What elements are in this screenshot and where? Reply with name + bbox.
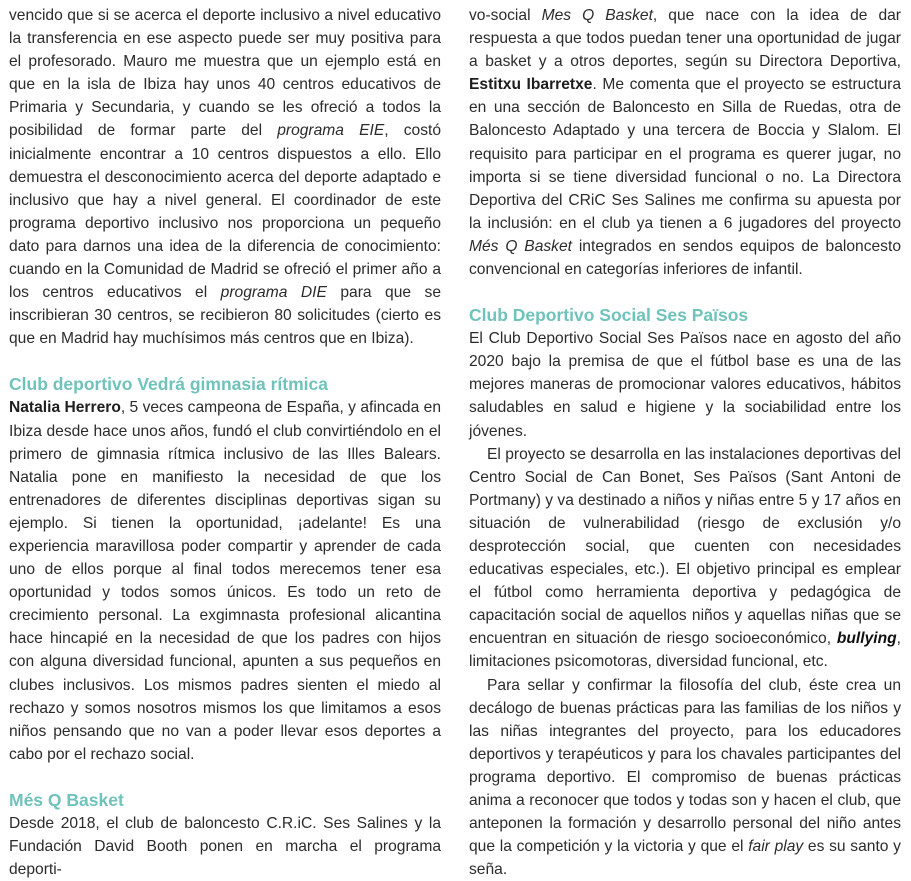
paragraph-paisses-1: El Club Deportivo Social Ses Països nace en agosto del año 2020 bajo la premisa de que el fútbol base es una de las mejores maneras de promocionar valores educativos, hábitos saludables en salud e higiene y la sociabilidad entre los jóvenes. <box>469 330 901 440</box>
paragraph-mesq: Desde 2018, el club de baloncesto C.R.iC. Ses Salines y la Fundación David Booth ponen en marcha el programa deporti- <box>9 814 441 879</box>
paragraph-paisses-2: El proyecto se desarrolla en las instalaciones deportivas del Centro Social de Can Bonet, Ses Països (Sant Antoni de Portmany) y va destinado a niños y niñas entre 5 y 17 años en situación de vulnerabilidad (riesgo de exclusión y/o desprotección social, que cuenten con necesidades educativas especiales, etc.). El objetivo principal es emplear el fútbol como herramienta deportiva y pedagógica de capacitación social de aquellos niños y aquellas niñas que se encuentran en situación de riesgo socioeconómico, bullying, limitaciones psicomotoras, diversidad funcional, etc. <box>469 445 901 671</box>
heading-vedra: Club deportivo Vedrá gimnasia rítmica <box>9 374 328 395</box>
person-name: Natalia Herrero <box>9 399 121 417</box>
spacer <box>9 350 441 373</box>
spacer <box>469 281 901 304</box>
program-die-term: programa DIE <box>220 284 327 302</box>
right-column <box>469 4 901 881</box>
heading-ses-paisses: Club Deportivo Social Ses Països <box>469 305 749 326</box>
left-column <box>9 4 441 881</box>
paragraph-vedra: Natalia Herrero, 5 veces campeona de España, y afincada en Ibiza desde hace unos años, fundó el club convirtiéndolo en el primero de gimnasia rítmica inclusivo de las Illes Balears. Natalia pone en manifiesto la necesidad de que los entrenadores de diferentes disciplinas deportivas sigan su ejemplo. Si tienen la oportunidad, ¡adelante! Es una experiencia maravillosa poder compartir y aprender de cada uno de ellos porque al final todos merecemos tener esa oportunidad y todos somos únicos. Es todo un reto de crecimiento personal. La exgimnasta profesional alicantina hace hincapié en la necesidad de que los padres con hijos con alguna diversidad funcional, apunten a sus pequeños en clubes inclusivos. Los mismos padres sienten el miedo al rechazo y somos nosotros mismos los que limitamos a esos niños pensando que no van a poder llevar esos deportes a cabo por el rechazo social. <box>9 399 441 763</box>
heading-mesq-basket: Més Q Basket <box>9 789 124 810</box>
paragraph-paisses-3: Para sellar y confirmar la filosofía del club, éste crea un decálogo de buenas prácticas para las familias de los niños y las niñas integrantes del proyecto, para los educadores deportivos y terapéuticos y para los chavales participantes del programa deportivo. El compromiso de buenas prácticas anima a reconocer que todos y todas son y hacen el club, que anteponen la formación y desarrollo personal del niño antes que la competición y la victoria y que el fair play es su santo y seña. <box>469 676 901 879</box>
paragraph-mesq-continued: vo-social Mes Q Basket, que nace con la idea de dar respuesta a que todos puedan tener una oportunidad de jugar a basket y a otros deportes, según su Directora Deportiva, Estitxu Ibarretxe. Me comenta que el proyecto se estructura en una sección de Baloncesto en Silla de Ruedas, otra de Baloncesto Adaptado y una tercera de Boccia y Slalom. El requisito para participar en el programa es querer jugar, no importa si se tiene diversidad funcional o no. La Directora Deportiva del CRiC Ses Salines me confirma su apuesta por la inclusión: en el club ya tienen a 6 jugadores del proyecto Més Q Basket integrados en sendos equipos de baloncesto convencional en categorías inferiores de infantil. <box>469 7 901 279</box>
spacer <box>9 766 441 789</box>
person-name: Estitxu Ibarretxe <box>469 76 593 94</box>
program-eie-term: programa EIE <box>277 122 385 140</box>
intro-paragraph: vencido que si se acerca el deporte inclusivo a nivel educativo la transferencia en ese aspecto puede ser muy positiva para el profesorado. Mauro me muestra que un ejemplo está en que en la isla de Ibiza hay unos 40 centros educativos de Primaria y Secundaria, y cuando se les ofreció a todos la posibilidad de formar parte del programa EIE, costó inicialmente encontrar a 10 centros dispuestos a ello. Ello demuestra el desconocimiento acerca del deporte adaptado e inclusivo que hay a nivel general. El coordinador de este programa deportivo inclusivo nos proporciona un pequeño dato para darnos una idea de la diferencia de conocimiento: cuando en la Comunidad de Madrid se ofreció el primer año a los centros educativos el programa DIE para que se inscribieran 30 centros, se recibieron 80 solicitudes (cierto es que en Madrid hay muchísimos más centros que en Ibiza). <box>9 7 441 348</box>
